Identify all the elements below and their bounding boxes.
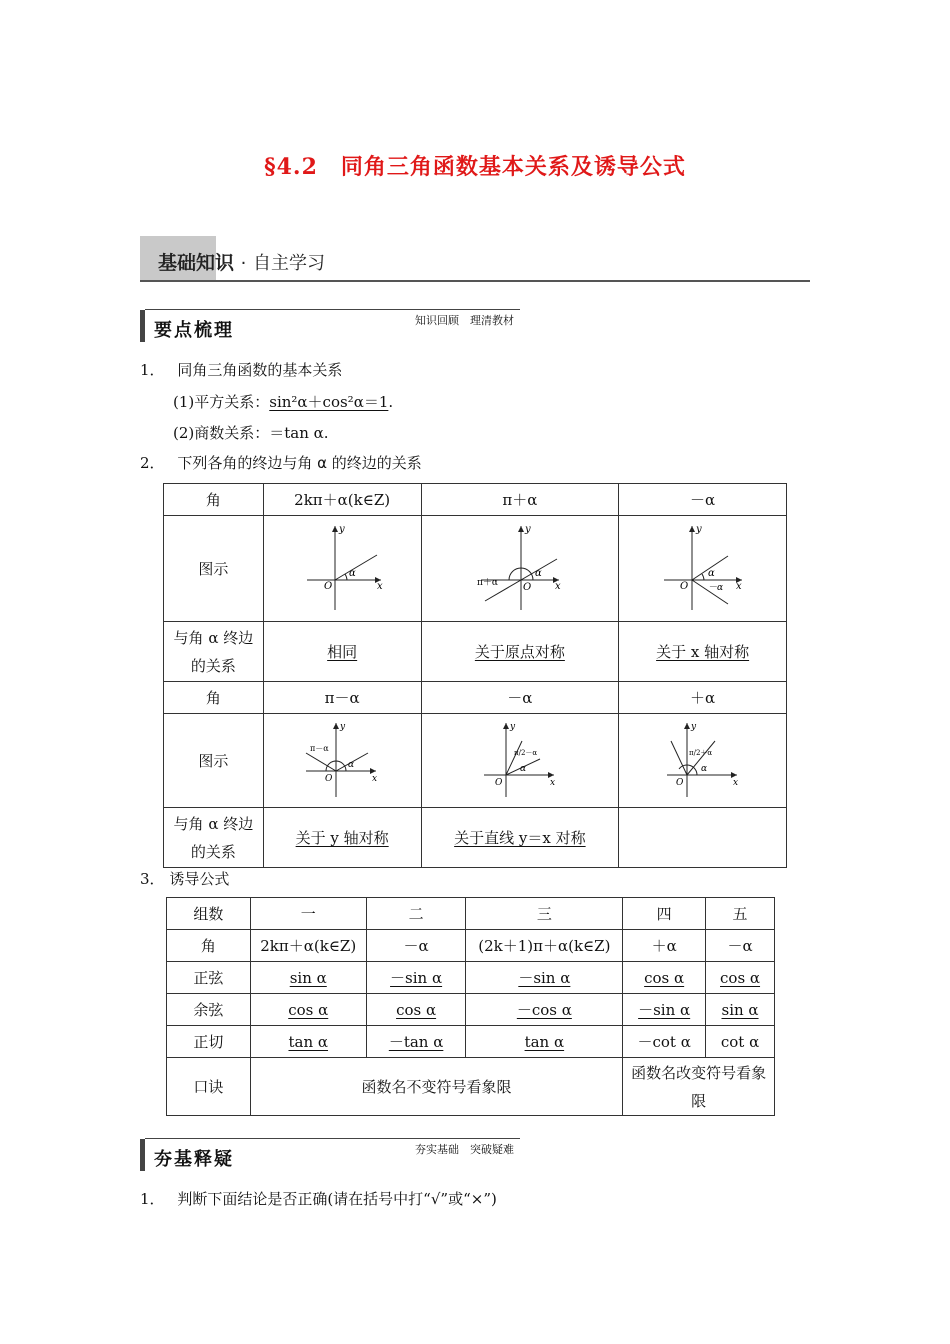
table-cell — [706, 962, 775, 994]
pi-plus-label: π＋α — [476, 577, 498, 588]
item-1 — [140, 360, 342, 380]
answer-text: tan α — [524, 1032, 565, 1051]
item-1-num: 1． — [140, 361, 165, 379]
table-cell: (2k＋1)π＋α(k∈Z) — [466, 930, 623, 962]
item-2 — [140, 453, 422, 473]
row-label: 角 — [167, 930, 251, 962]
subhead-note: 夯实基础 突破疑难 — [415, 1143, 514, 1156]
origin-label: O — [494, 777, 503, 788]
item-1a-pre: (1)平方关系： — [173, 393, 270, 411]
table-row — [167, 1026, 775, 1058]
origin-label: O — [679, 580, 688, 592]
table-row — [164, 484, 787, 516]
table-cell: ＋α — [623, 930, 706, 962]
table-cell — [466, 962, 623, 994]
table-cell — [250, 1026, 366, 1058]
band-bold: 基础知识 — [158, 252, 235, 274]
table-cell — [366, 962, 466, 994]
relation-text: 关于直线 y＝x 对称 — [454, 829, 586, 847]
band-light: 自主学习 — [253, 253, 325, 274]
table-row — [167, 1058, 775, 1116]
figure-cell — [263, 714, 421, 808]
item-1-text: 同角三角函数的基本关系 — [177, 361, 343, 379]
header-cell: 四 — [623, 898, 706, 930]
alpha-label: α — [349, 567, 356, 579]
item-1a-formula: sin²α＋cos²α＝1 — [269, 393, 389, 411]
table-cell — [250, 962, 366, 994]
diagram-same-terminal — [297, 522, 387, 612]
row-label: 口诀 — [167, 1058, 251, 1116]
subhead-title: 夯基释疑 — [154, 1149, 234, 1170]
diagram-half-pi-plus — [663, 719, 743, 799]
cell-angle: 2kπ＋α(k∈Z) — [263, 484, 421, 516]
answer-text: tan α — [288, 1032, 329, 1051]
axis-x-label: x — [372, 773, 378, 784]
header-cell: 组数 — [167, 898, 251, 930]
origin-label: O — [675, 777, 683, 788]
header-cell: 二 — [366, 898, 466, 930]
axis-x-label: x — [549, 777, 555, 788]
axis-y-label: y — [509, 721, 515, 732]
cell-label: 与角 α 终边的关系 — [164, 808, 264, 868]
answer-text: －cos α — [516, 1001, 572, 1019]
cell-label: 角 — [164, 484, 264, 516]
cell-relation — [421, 808, 619, 868]
table-row — [167, 930, 775, 962]
item-2-text: 下列各角的终边与角 α 的终边的关系 — [177, 454, 422, 472]
axis-y-label: y — [690, 721, 696, 732]
subhead-summary — [140, 308, 520, 344]
cell-angle: －α — [421, 682, 619, 714]
cell-relation — [619, 622, 787, 682]
table-cell — [623, 962, 706, 994]
cell-label: 角 — [164, 682, 264, 714]
table-cell: －α — [366, 930, 466, 962]
subhead-bar — [140, 310, 145, 342]
half-plus-label: π/2＋α — [688, 748, 712, 757]
axis-x-label: x — [732, 777, 738, 788]
table-cell: －cot α — [623, 1026, 706, 1058]
alpha-label: α — [348, 759, 355, 770]
table-cell: cot α — [706, 1026, 775, 1058]
relation-text: 相同 — [327, 643, 358, 661]
table-row — [164, 714, 787, 808]
axis-x-label: x — [377, 580, 383, 592]
diagram-line-symmetry — [480, 719, 560, 799]
origin-label: O — [324, 580, 333, 592]
origin-label: O — [325, 773, 333, 784]
neg-alpha-label: －α — [707, 582, 723, 593]
figure-cell — [421, 516, 619, 622]
relation-text: 关于 x 轴对称 — [656, 643, 750, 661]
subhead-line — [145, 1138, 520, 1139]
subhead-bar — [140, 1139, 145, 1171]
table-row — [164, 808, 787, 868]
row-label: 正弦 — [167, 962, 251, 994]
table-row — [164, 622, 787, 682]
section-band — [140, 236, 810, 282]
answer-text: －sin α — [638, 1001, 691, 1019]
mnemonic-cell: 函数名不变符号看象限 — [250, 1058, 622, 1116]
header-cell: 五 — [706, 898, 775, 930]
table-cell: －α — [706, 930, 775, 962]
answer-text: －sin α — [518, 969, 571, 987]
cell-label: 与角 α 终边的关系 — [164, 622, 264, 682]
cell-relation — [619, 808, 787, 868]
axis-y-label: y — [524, 523, 531, 535]
cell-angle: －α — [619, 484, 787, 516]
cell-angle: π＋α — [421, 484, 619, 516]
item-1a — [173, 392, 393, 412]
item-1b: (2)商数关系：＝tan α. — [173, 424, 329, 442]
item-3-num: 3． — [140, 870, 165, 888]
cell-relation — [421, 622, 619, 682]
diagram-y-axis-symmetry — [302, 719, 382, 799]
relation-text: 关于原点对称 — [474, 643, 565, 661]
cell-label: 图示 — [164, 516, 264, 622]
cell-angle: ＋α — [619, 682, 787, 714]
relation-text: 关于 y 轴对称 — [295, 829, 389, 847]
alpha-label: α — [534, 567, 542, 579]
axis-y-label: y — [339, 523, 345, 535]
table-row — [164, 516, 787, 622]
table-cell — [623, 994, 706, 1026]
table-cell — [466, 994, 623, 1026]
question-1-text: 判断下面结论是否正确(请在括号中打“√”或“×”) — [177, 1190, 497, 1208]
subhead-note: 知识回顾 理清教材 — [415, 314, 514, 327]
table-cell — [366, 1026, 466, 1058]
table-cell — [250, 994, 366, 1026]
answer-text: sin α — [289, 968, 327, 987]
diagram-x-axis-symmetry — [658, 522, 748, 612]
subhead-line — [145, 309, 520, 310]
axis-x-label: x — [735, 580, 742, 592]
cell-relation — [263, 808, 421, 868]
subhead-practice — [140, 1137, 520, 1173]
answer-text: cos α — [720, 968, 761, 987]
header-cell: 一 — [250, 898, 366, 930]
half-minus-label: π/2－α — [513, 748, 538, 757]
table-cell: 2kπ＋α(k∈Z) — [250, 930, 366, 962]
pi-minus-label: π－α — [310, 743, 329, 753]
figure-cell — [421, 714, 619, 808]
cell-angle: π－α — [263, 682, 421, 714]
axis-y-label: y — [695, 523, 702, 535]
answer-text: sin α — [721, 1000, 759, 1019]
item-2-num: 2． — [140, 454, 165, 472]
subhead-title: 要点梳理 — [154, 320, 234, 341]
axis-x-label: x — [554, 580, 561, 592]
answer-text: －tan α — [388, 1033, 444, 1051]
band-dot: · — [240, 253, 247, 274]
row-label: 正切 — [167, 1026, 251, 1058]
mnemonic-cell: 函数名改变符号看象限 — [623, 1058, 775, 1116]
table-row — [167, 962, 775, 994]
figure-cell — [619, 516, 787, 622]
item-3 — [140, 869, 229, 889]
origin-label: O — [522, 581, 532, 593]
answer-text: cos α — [644, 968, 685, 987]
question-1-num: 1． — [140, 1190, 165, 1208]
question-1 — [140, 1189, 497, 1209]
induction-formula-table — [166, 897, 775, 1116]
alpha-label: α — [700, 763, 707, 774]
header-cell: 三 — [466, 898, 623, 930]
angle-relation-table — [163, 483, 787, 868]
answer-text: －sin α — [390, 969, 443, 987]
axis-y-label: y — [340, 721, 346, 732]
table-row — [167, 994, 775, 1026]
item-3-text: 诱导公式 — [169, 870, 230, 888]
table-row — [164, 682, 787, 714]
item-1a-post: . — [388, 393, 394, 411]
table-cell — [366, 994, 466, 1026]
figure-cell — [619, 714, 787, 808]
answer-text: cos α — [288, 1000, 329, 1019]
table-cell — [466, 1026, 623, 1058]
page-title: §4.2 同角三角函数基本关系及诱导公式 — [264, 154, 686, 180]
answer-text: cos α — [396, 1000, 437, 1019]
table-header-row — [167, 898, 775, 930]
alpha-label: α — [519, 763, 526, 774]
diagram-origin-symmetry — [475, 522, 565, 612]
row-label: 余弦 — [167, 994, 251, 1026]
cell-relation — [263, 622, 421, 682]
table-cell — [706, 994, 775, 1026]
figure-cell — [263, 516, 421, 622]
alpha-label: α — [707, 567, 715, 579]
cell-label: 图示 — [164, 714, 264, 808]
band-label — [158, 248, 325, 275]
